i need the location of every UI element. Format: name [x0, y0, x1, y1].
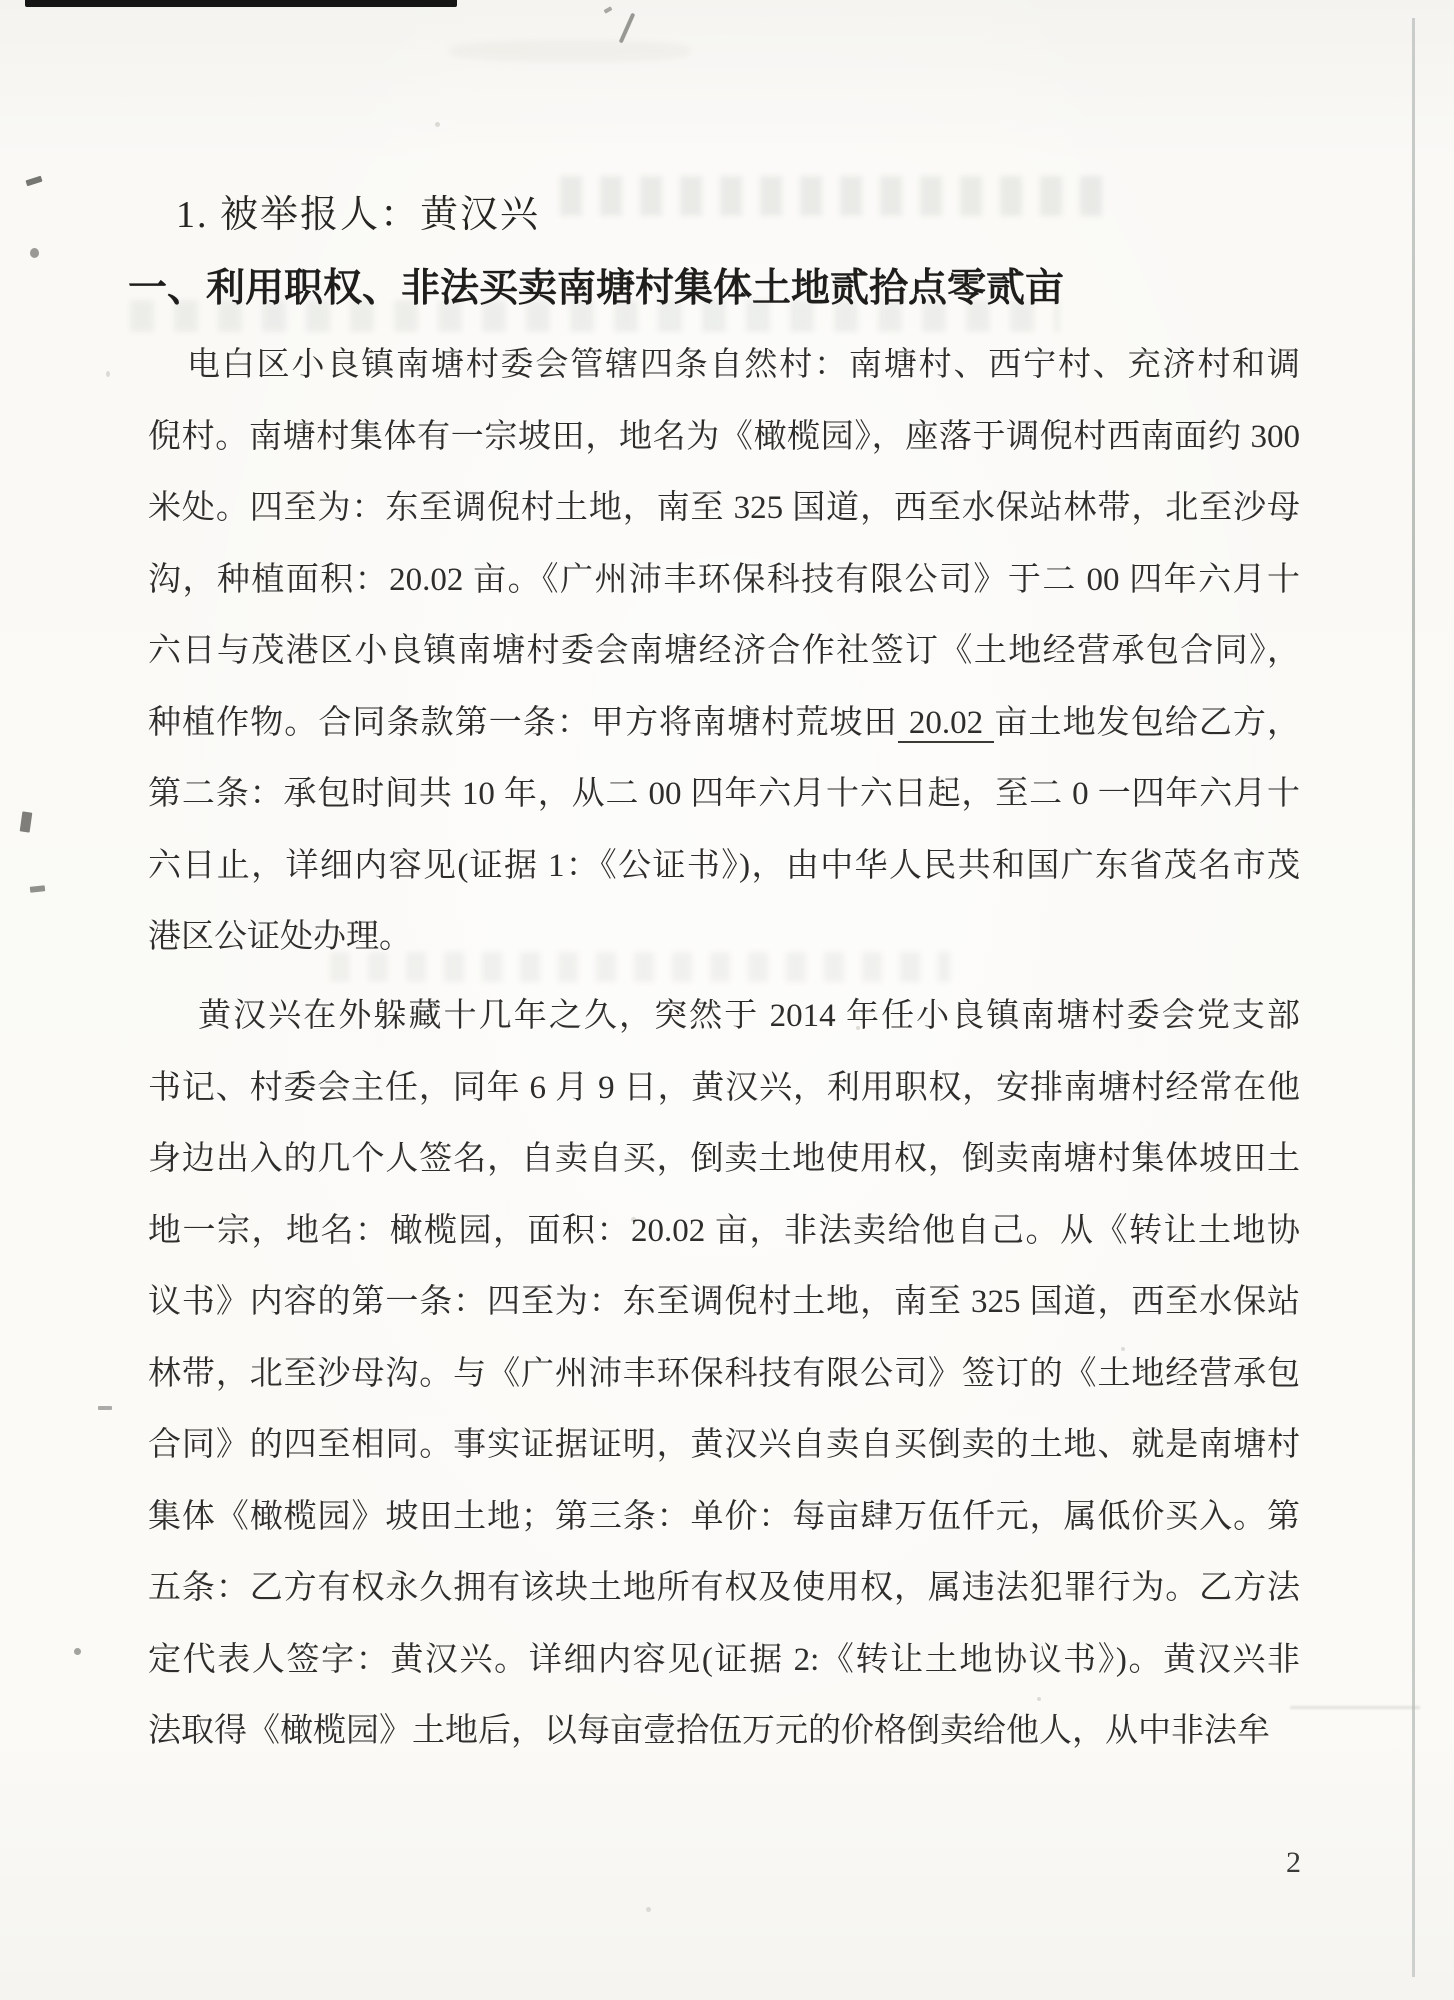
body-line: 合同》的四至相同。事实证据证明，黄汉兴自卖自买倒卖的土地、就是南塘村	[148, 1427, 1300, 1463]
paper-speck	[106, 371, 110, 377]
item-heading: 1. 被举报人：黄汉兴	[176, 194, 541, 236]
ink-speck	[98, 1406, 112, 1410]
line-text: 种植作物。合同条款第一条：甲方将南塘村荒坡田	[148, 704, 898, 741]
ink-speck	[30, 248, 39, 258]
ink-speck	[74, 1648, 81, 1655]
body-line: 港区公证处办理。	[148, 919, 412, 955]
paragraph-2	[148, 981, 1300, 1768]
body-line-with-underline	[148, 688, 1300, 760]
bleedthrough-smudge	[450, 40, 690, 62]
paragraph-1	[148, 330, 1300, 974]
body-line: 第二条：承包时间共 10 年，从二 00 四年六月十六日起，至二 0 一四年六月十	[148, 776, 1300, 812]
ink-speck	[20, 811, 33, 832]
body-line: 电白区小良镇南塘村委会管辖四条自然村：南塘村、西宁村、充济村和调	[187, 347, 1300, 383]
body-line: 集体《橄榄园》坡田土地；第三条：单价：每亩肆万伍仟元，属低价买入。第	[148, 1498, 1300, 1535]
body-line: 黄汉兴在外躲藏十几年之久，突然于 2014 年任小良镇南塘村委会党支部	[198, 998, 1300, 1034]
top-edge-scan-artifact	[25, 0, 457, 7]
body-line: 地一宗，地名：橄榄园，面积：20.02 亩，非法卖给他自己。从《转让土地协	[148, 1212, 1300, 1249]
body-line: 五条：乙方有权永久拥有该块土地所有权及使用权，属违法犯罪行为。乙方法	[148, 1570, 1300, 1606]
section-heading: 一、利用职权、非法买卖南塘村集体土地贰拾点零贰亩	[128, 267, 1065, 310]
body-line: 六日与茂港区小良镇南塘村委会南塘经济合作社签订《土地经营承包合同》，	[148, 633, 1300, 669]
body-line: 米处。四至为：东至调倪村土地，南至 325 国道，西至水保站林带，北至沙母	[148, 490, 1300, 526]
body-line: 身边出入的几个人签名，自卖自买，倒卖土地使用权，倒卖南塘村集体坡田土	[148, 1141, 1300, 1177]
body-line: 林带，北至沙母沟。与《广州沛丰环保科技有限公司》签订的《土地经营承包	[148, 1355, 1300, 1392]
body-line: 书记、村委会主任，同年 6 月 9 日，黄汉兴，利用职权，安排南塘村经常在他	[148, 1069, 1300, 1106]
line-text: 亩土地发包给乙方，	[994, 704, 1300, 741]
body-line: 定代表人签字：黄汉兴。详细内容见(证据 2:《转让土地协议书》)。黄汉兴非	[148, 1641, 1300, 1678]
body-line: 六日止，详细内容见(证据 1：《公证书》)，由中华人民共和国广东省茂名市茂	[148, 847, 1300, 884]
ink-speck	[604, 6, 613, 13]
body-line: 法取得《橄榄园》土地后，以每亩壹拾伍万元的价格倒卖给他人，从中非法牟	[148, 1713, 1270, 1749]
bleedthrough-smudge	[560, 176, 1120, 216]
body-line: 倪村。南塘村集体有一宗坡田，地名为《橄榄园》，座落于调倪村西南面约 300	[148, 418, 1300, 455]
page-number: 2	[1286, 1846, 1301, 1879]
paper-speck	[435, 122, 440, 127]
paper-speck	[646, 1907, 651, 1912]
ink-speck	[30, 885, 46, 893]
underlined-area-value: 20.02	[899, 704, 993, 741]
ink-speck	[619, 13, 636, 44]
body-line: 议书》内容的第一条：四至为：东至调倪村土地，南至 325 国道，西至水保站	[148, 1284, 1300, 1320]
bleedthrough-smudge	[1290, 1706, 1420, 1709]
ink-speck	[25, 176, 42, 187]
body-line: 沟，种植面积：20.02 亩。《广州沛丰环保科技有限公司》于二 00 四年六月十	[148, 561, 1300, 598]
right-edge-scan-line	[1412, 18, 1415, 1977]
